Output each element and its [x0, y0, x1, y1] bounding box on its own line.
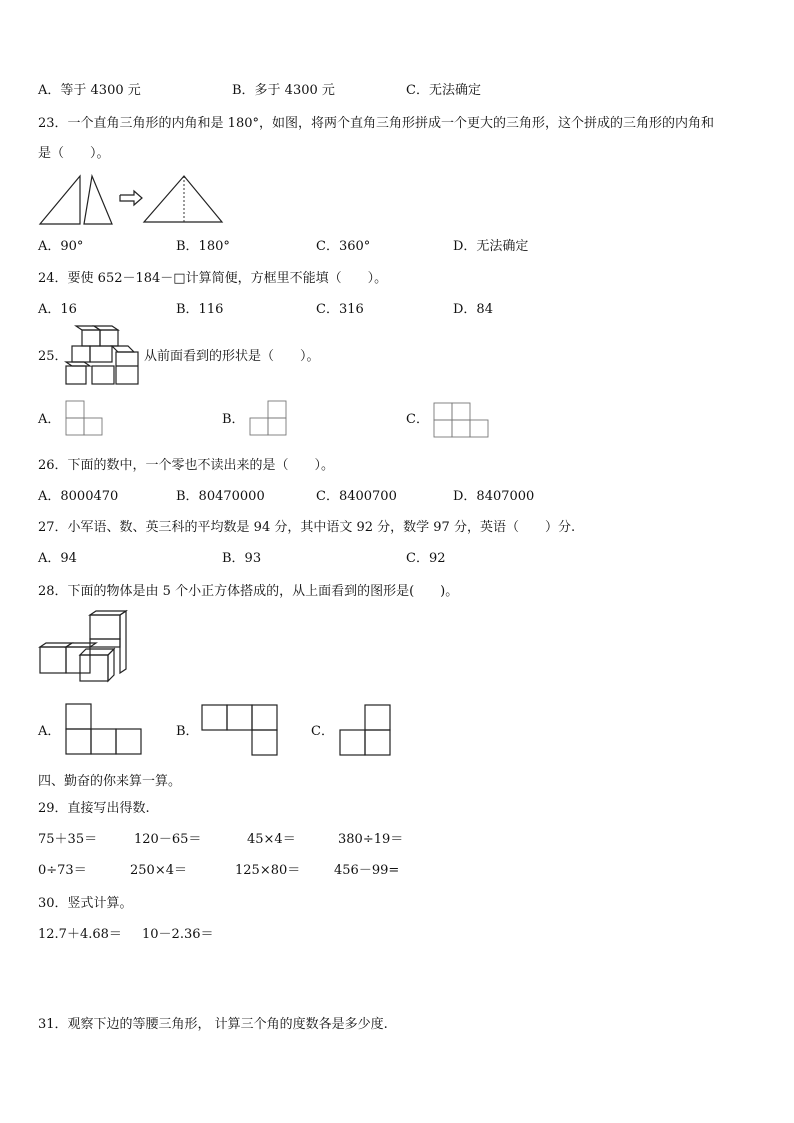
q29-row2-item1: 0÷73＝: [38, 863, 87, 878]
q22-option-b: B．多于 4300 元: [232, 83, 335, 98]
q27-option-b: B．93: [222, 551, 262, 566]
q23-option-d: D．无法确定: [453, 239, 529, 254]
q29-row1-item4: 380÷19＝: [338, 832, 404, 847]
q23-question-line1: 23．一个直角三角形的内角和是 180°，如图，将两个直角三角形拼成一个更大的三角形，这个拼成的三角形的内角和: [38, 116, 714, 131]
q27-option-c: C．92: [406, 551, 446, 566]
q23-option-b: B．180°: [176, 239, 230, 254]
q31-question: 31．观察下边的等腰三角形， 计算三个角的度数各是多少度.: [38, 1017, 388, 1032]
q28-option-b-figure: [200, 703, 280, 757]
arrow-icon: [120, 191, 142, 205]
q23-option-c: C．360°: [316, 239, 371, 254]
q24-option-c: C．316: [316, 302, 364, 317]
q23-triangles-figure: [38, 174, 228, 226]
q29-row2-item4: 456－99=: [334, 863, 400, 878]
q28-option-a-figure: [64, 702, 144, 756]
q28-option-b-label: B．: [176, 724, 199, 739]
q25-question: 从前面看到的形状是（ ）。: [144, 349, 320, 364]
q29-row1-item1: 75＋35＝: [38, 832, 98, 847]
triangle-right: [84, 176, 112, 224]
q26-option-d: D．8407000: [453, 489, 535, 504]
q26-option-a: A．8000470: [38, 489, 119, 504]
q28-option-a-label: A．: [38, 724, 61, 739]
q26-question: 26．下面的数中，一个零也不读出来的是（ ）。: [38, 458, 335, 473]
q25-cubes-figure: [64, 324, 144, 386]
q26-option-b: B．80470000: [176, 489, 265, 504]
q25-option-c-label: C．: [406, 412, 429, 427]
q24-option-b: B．116: [176, 302, 224, 317]
q25-option-b-label: B．: [222, 412, 245, 427]
q24-question: 24．要使 652－184－□计算简便，方框里不能填（ ）。: [38, 271, 388, 286]
q29-row2-item3: 125×80＝: [235, 863, 301, 878]
q23-question-line2: 是（ ）。: [38, 146, 110, 161]
q24-option-a: A．16: [38, 302, 77, 317]
q28-question: 28．下面的物体是由 5 个小正方体搭成的，从上面看到的图形是( )。: [38, 584, 459, 599]
q30-question: 30．竖式计算。: [38, 896, 133, 911]
q25-number: 25．: [38, 349, 68, 364]
q24-option-d: D．84: [453, 302, 493, 317]
q29-row1-item2: 120－65＝: [134, 832, 202, 847]
q28-option-c-label: C．: [311, 724, 334, 739]
q28-cubes-figure: [38, 611, 134, 683]
q26-option-c: C．8400700: [316, 489, 397, 504]
q27-option-a: A．94: [38, 551, 77, 566]
q25-option-b-figure: [248, 399, 288, 437]
q25-option-c-figure: [432, 401, 490, 439]
q29-row1-item3: 45×4＝: [247, 832, 296, 847]
triangle-combined: [144, 176, 222, 222]
q22-option-a: A．等于 4300 元: [38, 83, 141, 98]
q29-question: 29．直接写出得数.: [38, 801, 150, 816]
section-4-title: 四、勤奋的你来算一算。: [38, 774, 182, 789]
q30-item2: 10－2.36＝: [142, 927, 214, 942]
q23-option-a: A．90°: [38, 239, 84, 254]
q25-option-a-label: A．: [38, 412, 61, 427]
triangle-left: [40, 176, 80, 224]
q29-row2-item2: 250×4＝: [130, 863, 187, 878]
q28-option-c-figure: [338, 703, 394, 757]
q27-question: 27．小军语、数、英三科的平均数是 94 分，其中语文 92 分，数学 97 分，英语（ ）分.: [38, 520, 576, 535]
q30-item1: 12.7＋4.68＝: [38, 927, 122, 942]
q22-option-c: C．无法确定: [406, 83, 481, 98]
q25-option-a-figure: [64, 399, 104, 437]
